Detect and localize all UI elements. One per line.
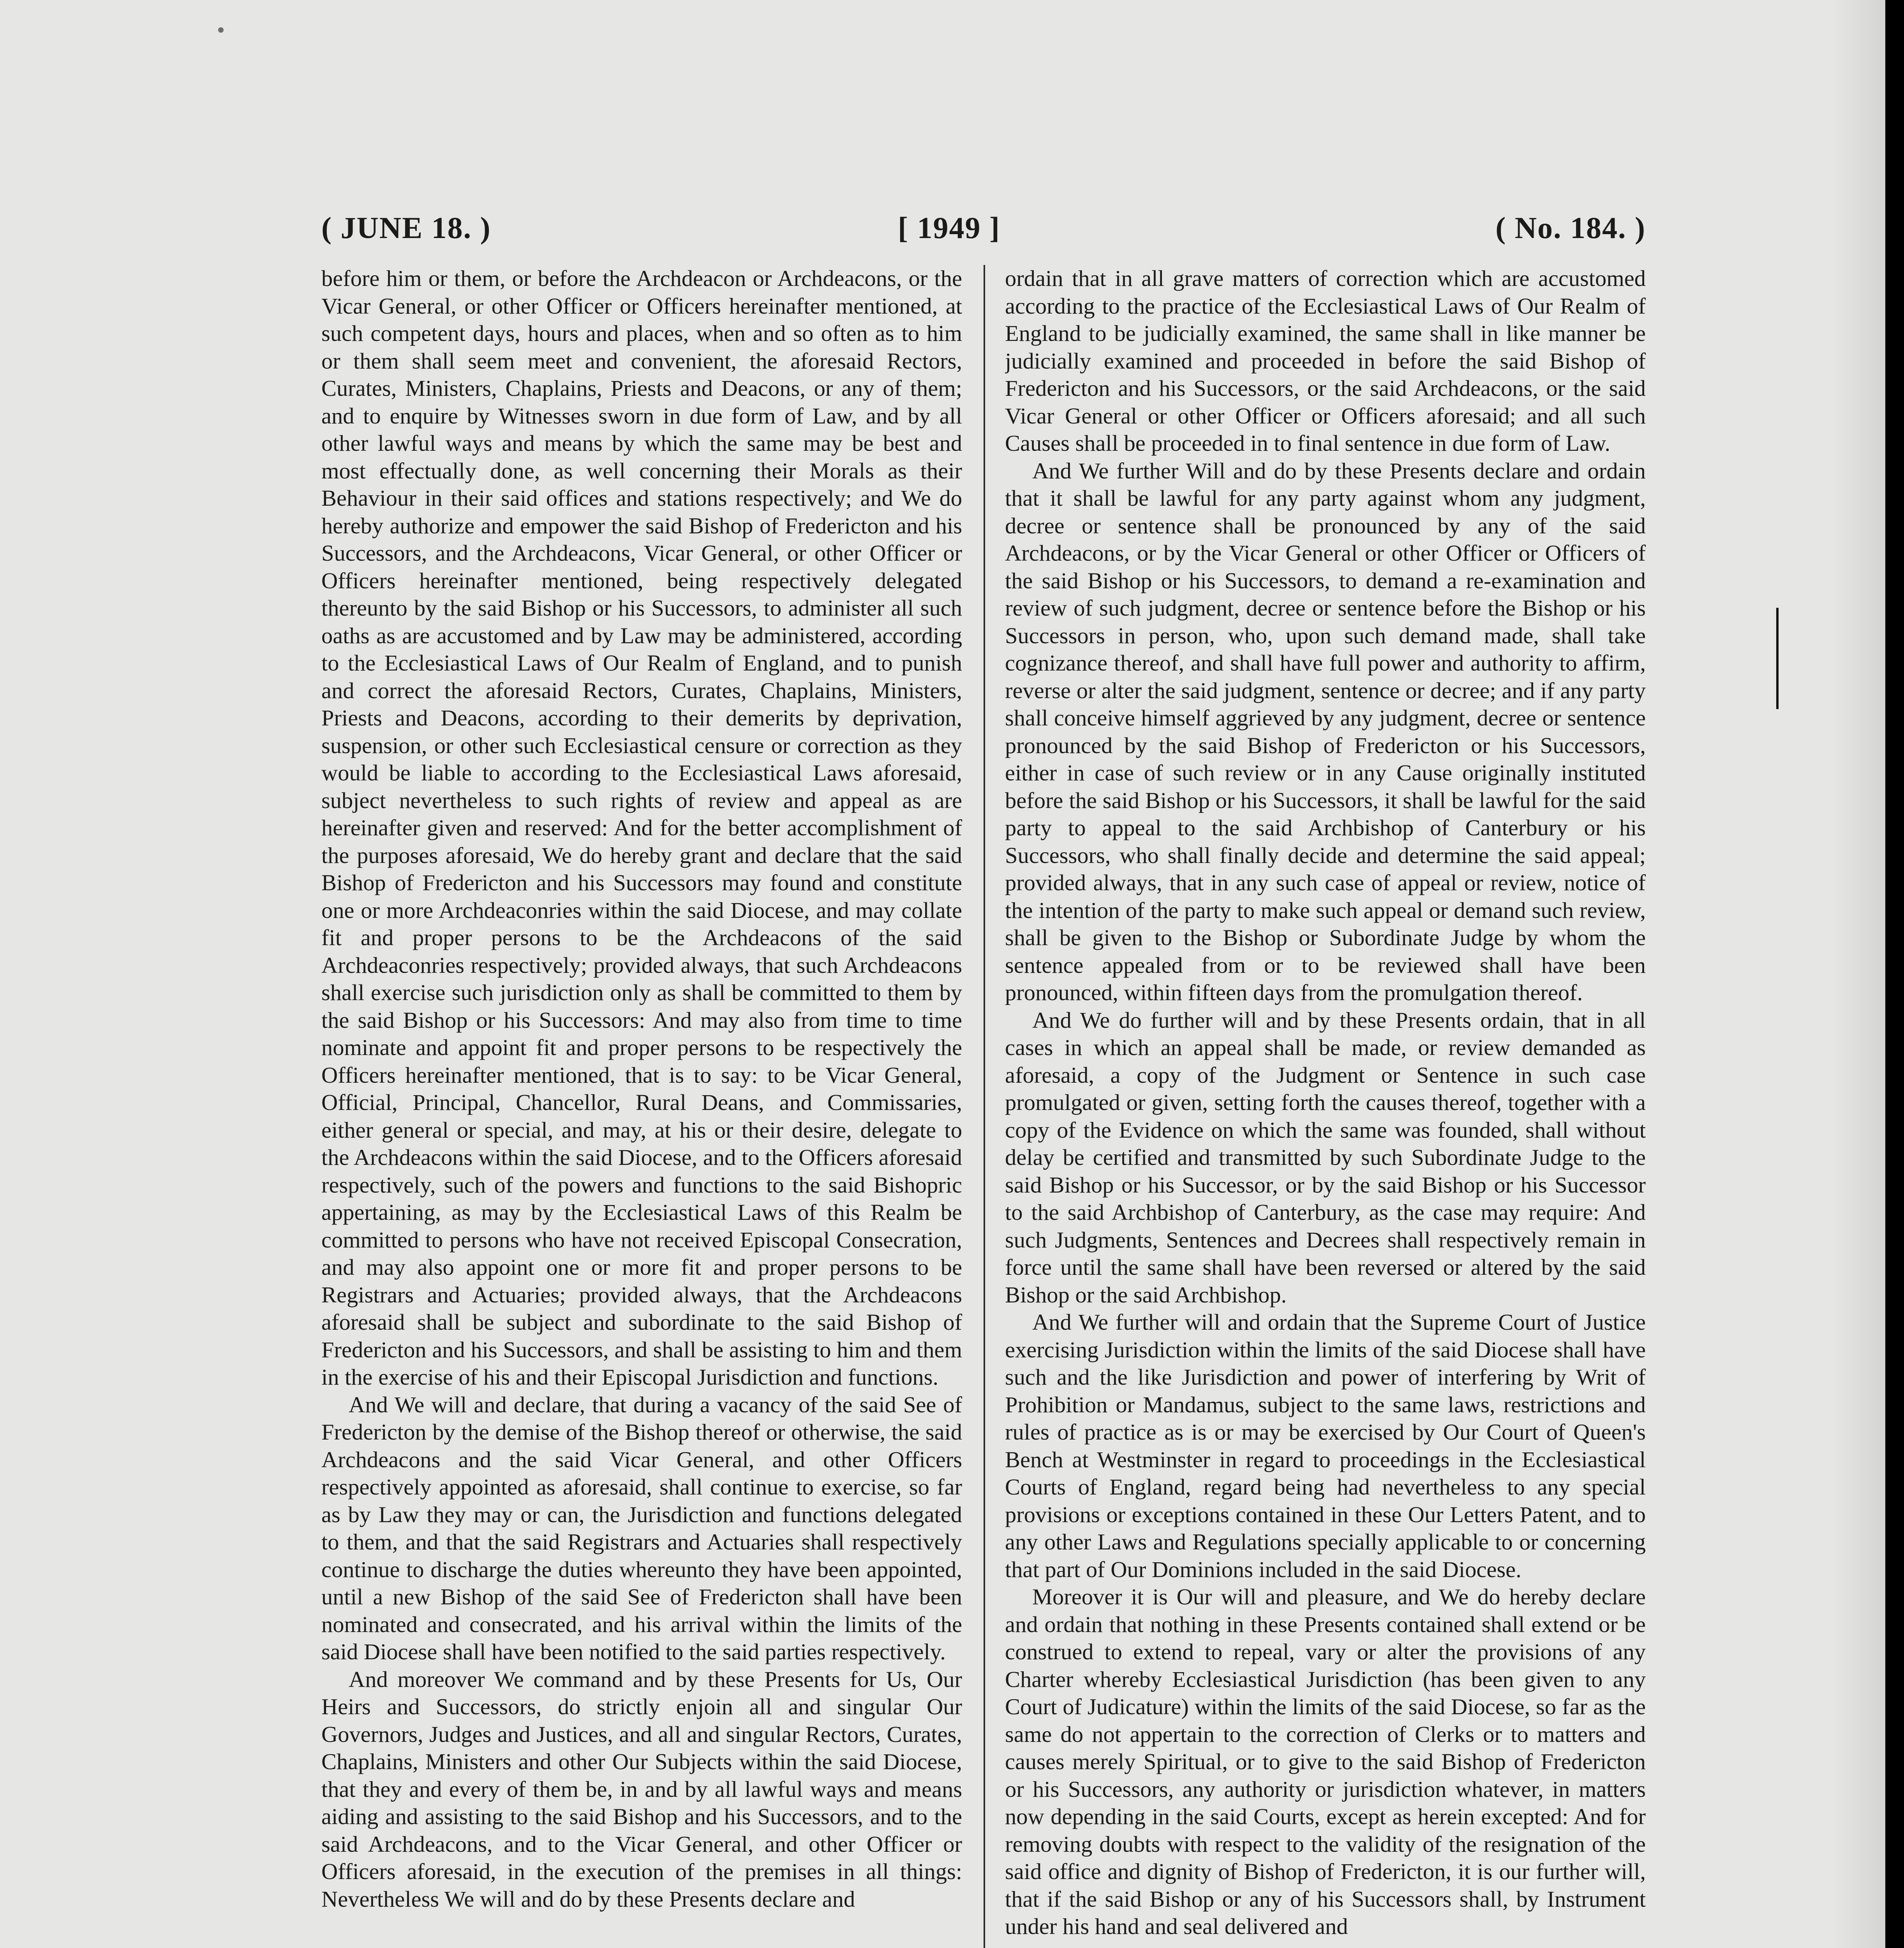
header-date: ( JUNE 18. )	[321, 211, 491, 245]
paragraph: ordain that in all grave matters of correction which are accustomed according to the practice of the Ecclesiastical Laws of Our Realm of England to be judicially examined, the same shall in like manner be judicially examined and proceeded in before the said Bishop of Fredericton and his Successors, or the said Archdeacons, or the said Vicar General or other Officer or Officers aforesaid; and all such Causes shall be proceeded in to final sentence in due form of Law.	[1005, 266, 1646, 456]
document-page	[321, 206, 1646, 1948]
paragraph: And We will and declare, that during a vacancy of the said See of Fredericton by the demise of the Bishop thereof or otherwise, the said Archdeacons and the said Vicar General, and other Officers respectively appointed as aforesaid, shall continue to exercise, so far as by Law they may or can, the Jurisdiction and functions delegated to them, and that the said Registrars and Actuaries shall respectively continue to discharge the duties whereunto they have been appointed, until a new Bishop of the said See of Fredericton shall have been nominated and consecrated, and his arrival within the limits of the said Diocese shall have been notified to the said parties respectively.	[321, 1392, 962, 1664]
paragraph: And We further Will and do by these Presents declare and ordain that it shall be lawful for any party against whom any judgment, decree or sentence shall be pronounced by any of the said Archdeacons, or by the Vicar General or other Officer or Officers of the said Bishop or his Successors, to demand a re-examination and review of such judgment, decree or sentence before the Bishop or his Successors in person, who, upon such demand made, shall take cognizance thereof, and shall have full power and authority to affirm, reverse or alter the said judgment, sentence or decree; and if any party shall conceive himself aggrieved by any judgment, decree or sentence pronounced by the said Bishop of Fredericton or his Successors, either in case of such review or in any Cause originally instituted before the said Bishop or his Successors, it shall be lawful for the said party to appeal to the said Archbishop of Canterbury or his Successors, who shall finally decide and determine the said appeal; provided always, that in any such case of appeal or review, notice of the intention of the party to make such appeal or demand such review, shall be given to the Bishop or Subordinate Judge by whom the sentence appealed from or to be reviewed shall have been pronounced, within fifteen days from the promulgation thereof.	[1005, 458, 1646, 1005]
paragraph: before him or them, or before the Archdeacon or Archdeacons, or the Vicar General, or other Officer or Officers hereinafter mentioned, at such competent days, hours and places, when and so often as to him or them shall seem meet and convenient, the aforesaid Rectors, Curates, Ministers, Chaplains, Priests and Deacons, or any of them; and to enquire by Witnesses sworn in due form of Law, and by all other lawful ways and means by which the same may be best and most effectually done, as well concerning their Morals as their Behaviour in their said offices and stations respectively; and We do hereby authorize and empower the said Bishop of Fredericton and his Successors, and the Archdeacons, Vicar General, or other Officer or Officers hereinafter mentioned, being respectively delegated thereunto by the said Bishop or his Successors, to administer all such oaths as are accustomed and by Law may be administered, according to the Ecclesiastical Laws of Our Realm of England, and to punish and correct the aforesaid Rectors, Curates, Chaplains, Ministers, Priests and Deacons, according to their demerits by deprivation, suspension, or other such Ecclesiastical censure or correction as they would be liable to according to the Ecclesiastical Laws aforesaid, subject nevertheless to such rights of review and appeal as are hereinafter given and reserved: And for the better accomplishment of the purposes aforesaid, We do hereby grant and declare that the said Bishop of Fredericton and his Successors may found and constitute one or more Archdeaconries within the said Diocese, and may collate fit and proper persons to be the Archdeacons of the said Archdeaconries respectively; provided always, that such Archdeacons shall exercise such jurisdiction only as shall be committed to them by the said Bishop or his Successors: And may also from time to time nominate and appoint fit and proper persons to be respectively the Officers hereinafter mentioned, that is to say: to be Vicar General, Official, Principal, Chancellor, Rural Deans, and Commissaries, either general or special, and may, at his or their desire, delegate to the Archdeacons within the said Diocese, and to the Officers aforesaid respectively, such of the powers and functions to the said Bishopric appertaining, as may by the Ecclesiastical Laws of this Realm be committed to persons who have not received Episcopal Consecration, and may also appoint one or more fit and proper persons to be Registrars and Actuaries; provided always, that the Archdeacons aforesaid shall be subject and subordinate to the said Bishop of Fredericton and his Successors, and shall be assisting to him and them in the exercise of his and their Episcopal Jurisdiction and functions.	[321, 266, 962, 1390]
header-page-number: [ 1949 ]	[898, 211, 1000, 245]
right-column	[1005, 265, 1646, 1948]
paragraph: Moreover it is Our will and pleasure, and We do hereby declare and ordain that nothing in these Presents contained shall extend or be construed to extend to repeal, vary or alter the provisions of any Charter whereby Ecclesiastical Jurisdiction (has been given to any Court of Judicature) within the limits of the said Diocese, so far as the same do not appertain to the correction of Clerks or to matters and causes merely Spiritual, or to give to the said Bishop of Fredericton or his Successors, any authority or jurisdiction whatever, in matters now depending in the said Courts, except as herein excepted: And for removing doubts with respect to the validity of the resignation of the said office and dignity of Bishop of Fredericton, it is our further will, that if the said Bishop or any of his Successors shall, by Instrument under his hand and seal delivered and	[1005, 1584, 1646, 1939]
paper-speck	[218, 27, 224, 33]
paragraph: And We further will and ordain that the Supreme Court of Justice exercising Jurisdiction within the limits of the said Diocese shall have such and the like Jurisdiction and power of interfering by Writ of Prohibition or Mandamus, subject to the same laws, restrictions and rules of practice as is or may be exercised by Our Court of Queen's Bench at Westminster in regard to proceedings in the Ecclesiastical Courts of England, regard being had nevertheless to any special provisions or exceptions contained in these Our Letters Patent, and to any other Laws and Regulations specially applicable to or concerning that part of Our Dominions included in the said Diocese.	[1005, 1309, 1646, 1582]
header-issue-number: ( No. 184. )	[1495, 211, 1646, 245]
left-column	[321, 265, 962, 1948]
paragraph: And We do further will and by these Presents ordain, that in all cases in which an appeal shall be made, or review demanded as aforesaid, a copy of the Judgment or Sentence in such case promulgated or given, setting forth the causes thereof, together with a copy of the Evidence on which the same was founded, shall without delay be certified and transmitted by such Subordinate Judge to the said Bishop or his Successor, or by the said Bishop or his Successor to the said Archbishop of Canterbury, as the case may require: And such Judgments, Sentences and Decrees shall respectively remain in force until the same shall have been reversed or altered by the said Bishop or the said Archbishop.	[1005, 1007, 1646, 1307]
text-columns	[321, 265, 1646, 1948]
paragraph: And moreover We command and by these Presents for Us, Our Heirs and Successors, do strictly enjoin all and singular Our Governors, Judges and Justices, and all and singular Rectors, Curates, Chaplains, Ministers and other Our Subjects within the said Diocese, that they and every of them be, in and by all lawful ways and means aiding and assisting to the said Bishop and his Successors, and to the said Archdeacons, and to the Vicar General, and other Officer or Officers aforesaid, in the execution of the premises in all things: Nevertheless We will and do by these Presents declare and	[321, 1666, 962, 1912]
page-edge-shadow	[1831, 0, 1885, 1948]
column-divider	[984, 265, 985, 1948]
page-header	[321, 206, 1646, 265]
margin-mark	[1776, 608, 1779, 709]
